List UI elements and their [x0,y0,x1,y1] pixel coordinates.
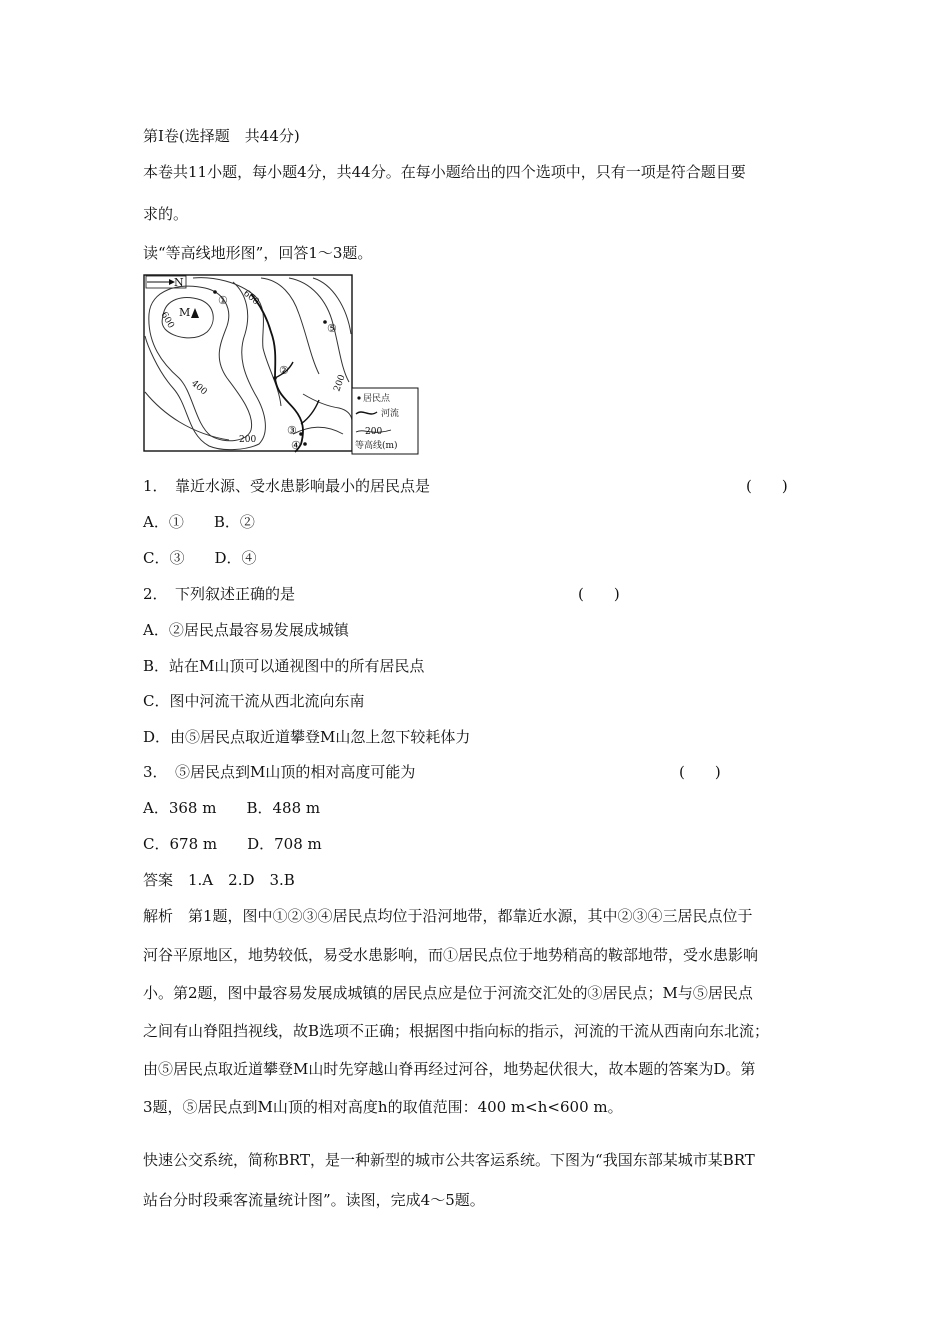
settlement-dot-1 [213,290,217,294]
settlement-dot-3 [299,432,303,436]
settlement-dot-4 [303,442,307,446]
section-title: 第Ⅰ卷(选择题 共44分) [143,127,300,145]
question-1-stem: 1． 靠近水源、受水患影响最小的居民点是 [143,477,431,495]
legend-contour-value: 200 [365,427,383,437]
analysis-line-1: 解析 第1题，图中①②③④居民点均位于沿河地带，都靠近水源，其中②③④三居民点位于 [143,907,753,925]
settlement-label-5: ⑤ [327,322,337,335]
peak-icon [191,308,199,318]
answer-line: 答案 1.A 2.D 3.B [143,871,295,889]
question-2-option-a: A．②居民点最容易发展成城镇 [143,621,349,639]
question-3-options-cd: C．678 m D．708 m [143,835,322,853]
read-prompt: 读“等高线地形图”，回答1～3题。 [143,244,373,262]
settlement-label-4: ④ [291,439,301,452]
question-1-options-cd: C．③ D．④ [143,549,257,567]
analysis-line-2: 河谷平原地区，地势较低，易受水患影响，而①居民点位于地势稍高的鞍部地带，受水患影响 [143,946,759,964]
legend-settlement: 居民点 [363,394,391,404]
question-3-paren: ( ) [679,763,721,781]
contour-label-600-b: 600 [158,310,176,331]
analysis-line-6: 3题，⑤居民点到M山顶的相对高度h的取值范围：400 m<h<600 m。 [143,1098,623,1116]
question-3-options-ab: A．368 m B．488 m [143,799,321,817]
legend-river: 河流 [381,409,400,419]
contour-label-400: 400 [189,378,209,398]
question-1-options-ab: A．① B．② [143,513,255,531]
settlement-dot-2 [273,376,277,380]
instructions-line-2: 求的。 [143,205,189,223]
legend-contour: 等高线(m) [355,441,398,451]
river-tributary-2 [301,400,319,424]
contour-label-600-a: 600 [241,288,261,308]
question-1-paren: ( ) [746,477,788,495]
analysis-line-4: 之间有山脊阻挡视线，故B选项不正确；根据图中指向标的指示，河流的干流从西南向东北流； [143,1022,770,1040]
question-3-stem: 3． ⑤居民点到M山顶的相对高度可能为 [143,763,416,781]
question-2-option-d: D．由⑤居民点取近道攀登M山忽上忽下较耗体力 [143,728,471,746]
analysis-line-5: 由⑤居民点取近道攀登M山时先穿越山脊再经过河谷，地势起伏很大，故本题的答案为D。第 [143,1060,756,1078]
contour-label-200-b: 200 [332,373,348,394]
question-2-option-b: B．站在M山顶可以通视图中的所有居民点 [143,657,425,675]
question-2-paren: ( ) [578,585,620,603]
brt-intro-line-1: 快速公交系统，简称BRT，是一种新型的城市公共客运系统。下图为“我国东部某城市某BRT [143,1151,755,1169]
contour-label-200-a: 200 [239,435,257,445]
analysis-line-3: 小。第2题，图中最容易发展成城镇的居民点应是位于河流交汇处的③居民点；M与⑤居民点 [143,984,753,1002]
brt-intro-line-2: 站台分时段乘客流量统计图”。读图，完成4～5题。 [143,1191,485,1209]
mountain-label: M [179,306,191,319]
instructions-line-1: 本卷共11小题，每小题4分，共44分。在每小题给出的四个选项中，只有一项是符合题目要 [143,163,746,181]
settlement-label-3: ③ [287,424,297,437]
contour-map [143,274,419,456]
north-label: N [174,276,184,289]
question-2-option-c: C．图中河流干流从西北流向东南 [143,692,365,710]
question-2-stem: 2． 下列叙述正确的是 [143,585,296,603]
settlement-label-2: ② [279,364,289,377]
settlement-label-1: ① [218,294,228,307]
